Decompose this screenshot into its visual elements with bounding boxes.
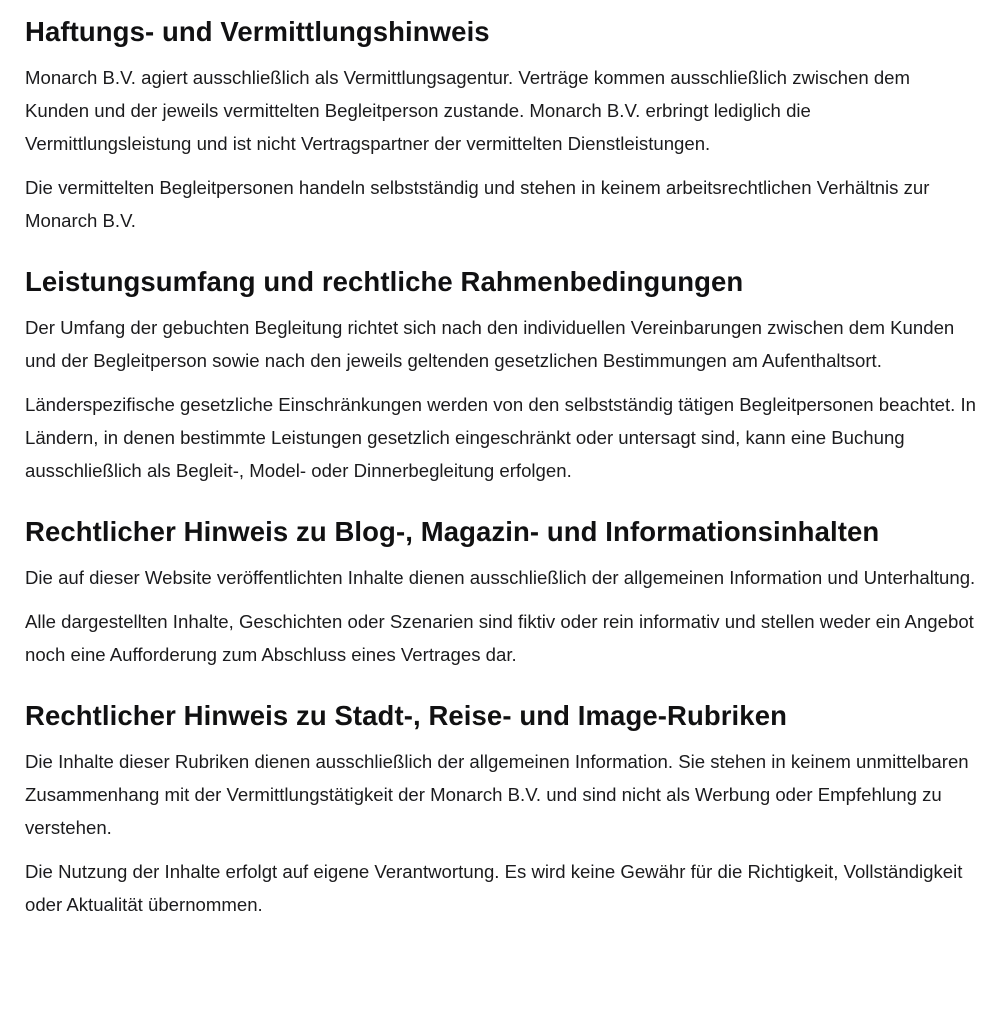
section-liability-and-agency-notice <box>25 15 979 237</box>
paragraph: Monarch B.V. agiert ausschließlich als Vermittlungsagentur. Verträge kommen ausschließlich zwischen dem Kunden und der jeweils vermittelten Begleitperson zustande. Monarch B.V. erbringt lediglich die Vermittlungsleistung und ist nicht Vertragspartner der vermittelten Dienstleistungen. <box>25 67 910 154</box>
paragraph: Die Nutzung der Inhalte erfolgt auf eigene Verantwortung. Es wird keine Gewähr für die Richtigkeit, Vollständigkeit oder Aktualität übernommen. <box>25 861 963 915</box>
section-blog-magazine-content-notice <box>25 515 979 671</box>
paragraph: Länderspezifische gesetzliche Einschränkungen werden von den selbstständig tätigen Begleitpersonen beachtet. In Ländern, in denen bestimmte Leistungen gesetzlich eingeschränkt oder untersagt sind, kann eine Buchung ausschließlich als Begleit-, Model- oder Dinnerbegleitung erfolgen. <box>25 394 976 481</box>
paragraph: Alle dargestellten Inhalte, Geschichten oder Szenarien sind fiktiv oder rein informativ und stellen weder ein Angebot noch eine Aufforderung zum Abschluss eines Vertrages dar. <box>25 611 974 665</box>
paragraph: Die vermittelten Begleitpersonen handeln selbstständig und stehen in keinem arbeitsrechtlichen Verhältnis zur Monarch B.V. <box>25 177 930 231</box>
section-city-travel-image-notice <box>25 699 979 921</box>
section-heading: Haftungs- und Vermittlungshinweis <box>25 16 490 47</box>
section-scope-of-services <box>25 265 979 487</box>
paragraph: Die auf dieser Website veröffentlichten Inhalte dienen ausschließlich der allgemeinen Information und Unterhaltung. <box>25 567 976 588</box>
paragraph: Der Umfang der gebuchten Begleitung richtet sich nach den individuellen Vereinbarungen zwischen dem Kunden und der Begleitperson sowie nach den jeweils geltenden gesetzlichen Bestimmungen am Aufenthaltsort. <box>25 317 955 371</box>
section-heading: Leistungsumfang und rechtliche Rahmenbedingungen <box>25 266 744 297</box>
section-heading: Rechtlicher Hinweis zu Blog-, Magazin- und Informationsinhalten <box>25 516 880 547</box>
paragraph: Die Inhalte dieser Rubriken dienen ausschließlich der allgemeinen Information. Sie stehen in keinem unmittelbaren Zusammenhang mit der Vermittlungstätigkeit der Monarch B.V. und sind nicht als Werbung oder Empfehlung zu verstehen. <box>25 751 969 838</box>
section-heading: Rechtlicher Hinweis zu Stadt-, Reise- und Image-Rubriken <box>25 700 787 731</box>
